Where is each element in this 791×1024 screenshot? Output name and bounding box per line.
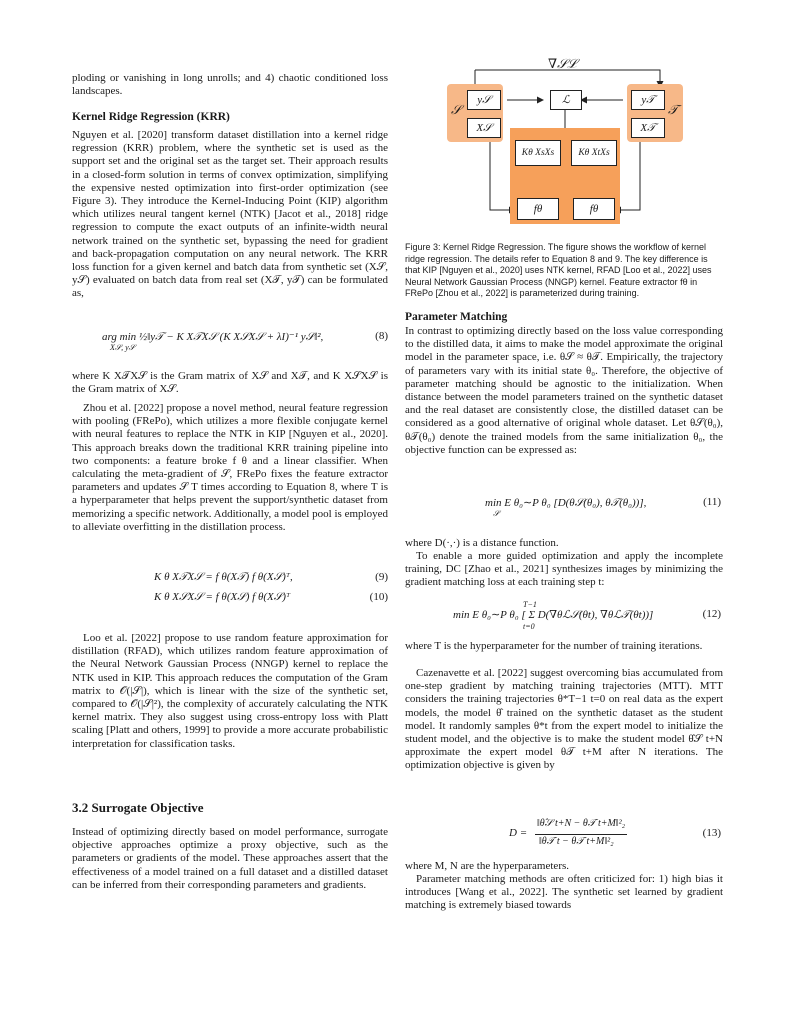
distance-function-line: where D(·,·) is a distance function. — [405, 537, 559, 549]
surrogate-heading: 3.2 Surrogate Objective — [72, 800, 204, 815]
equation-13-denominator: ‖θ𝒯 t − θ𝒯 t+M‖²₂ — [539, 836, 614, 847]
xt-box: X𝒯 — [631, 118, 665, 138]
equation-13-lhs: D = — [509, 827, 528, 839]
equation-12-body: min E θ₀∼P θ₀ [ Σ D(∇θℒ𝒮(θt), ∇θℒ𝒯(θt))] — [453, 609, 654, 621]
feature-extractor-2: fθ — [573, 198, 615, 220]
equation-13-number: (13) — [702, 827, 721, 839]
equation-13 — [405, 818, 721, 854]
equation-9 — [72, 571, 388, 589]
feature-extractor-1: fθ — [517, 198, 559, 220]
equation-13-fraction-bar — [535, 834, 627, 835]
equation-13-numerator: ‖θ̂𝒮 t+N − θ𝒯 t+M‖²₂ — [537, 818, 626, 829]
yt-box: y𝒯 — [631, 90, 665, 110]
surrogate-paragraph: Instead of optimizing directly based on model performance, surrogate objective approaches optimize a proxy objective, such as the parameters or gradients of the model. These approaches assert that the effectiveness of a model trained on a full dataset and a distilled dataset can be inferred from their corresponding parameters and gradients. — [72, 826, 388, 891]
equation-8-number: (8) — [375, 330, 388, 342]
criticism-paragraph: Parameter matching methods are often criticized for: 1) high bias it introduces [Wang et al., 2022]. The synthetic set learned by gradient matching is extremely biased towards — [405, 873, 723, 912]
equation-11-number: (11) — [703, 496, 721, 508]
kernel-ts-box: Kθ XtXs — [571, 140, 617, 166]
intro-paragraph: ploding or vanishing in long unrolls; and 4) chaotic conditioned loss landscapes. — [72, 72, 388, 98]
equation-12-sub: t=0 — [523, 622, 535, 631]
equation-10 — [72, 591, 388, 609]
figure-3-caption: Figure 3: Kernel Ridge Regression. The figure shows the workflow of kernel ridge regression. The details refer to Equation 8 and 9. The key difference is that KIP [Nguyen et al., 2020] uses NTK kernel, RFAD [Loo et al., 2022] uses Neural Network Gaussian Process (NNGP) kernel. Feature extractor fθ in FRePo [Zhou et al., 2022] is parameterized during training. — [405, 242, 712, 299]
equation-8-body: arg min ½‖y𝒯 − K X𝒯X𝒮 (K X𝒮X𝒮 + λI)⁻¹ y𝒮‖², — [102, 331, 324, 343]
gram-where-paragraph: where K X𝒯X𝒮 is the Gram matrix of X𝒮 and X𝒯, and K X𝒮X𝒮 is the Gram matrix of X𝒮. — [72, 370, 388, 396]
equation-12 — [405, 600, 721, 636]
real-set-label: 𝒯 — [668, 102, 678, 117]
equation-11-body: min E θ₀∼P θ₀ [D(θ𝒮(θ₀), θ𝒯(θ₀))], — [485, 497, 647, 509]
loss-box: ℒ — [550, 90, 582, 110]
equation-9-body: K θ X𝒯X𝒮 = f θ(X𝒯) f θ(X𝒮)ᵀ, — [154, 571, 293, 583]
equation-8-subscript: X𝒮, y𝒮 — [110, 343, 135, 352]
equation-10-body: K θ X𝒮X𝒮 = f θ(X𝒮) f θ(X𝒮)ᵀ — [154, 591, 291, 603]
krr-paragraph: Nguyen et al. [2020] transform dataset distillation into a kernel ridge regression (KRR) problem, where the synthetic set is used as the support set and the original set as the target set. Their approach results in a closed-form solution in terms of convex optimization, simplifying the expensive nested optimization into first-order optimization (see Figure 3). They introduce the Kernel-Inducing Point (KIP) algorithm which utilizes neural tangent kernel (NTK) [Jacot et al., 2018] ridge regression to compute the exact outputs of an infinite-width neural network trained on the synthetic set, bypassing the need for gradient and back-propagation computation on any neural network. The KRR loss function for a given kernel and batch data from synthetic set (X𝒮, y𝒮) evaluated on batch data from real set (X𝒯, y𝒯) can be formulated as, — [72, 129, 388, 300]
equation-9-number: (9) — [375, 571, 388, 583]
ys-box: y𝒮 — [467, 90, 501, 110]
equation-11 — [405, 496, 721, 518]
iterations-paragraph: where T is the hyperparameter for the number of training iterations. — [405, 640, 703, 652]
parameter-matching-heading: Parameter Matching — [405, 311, 508, 323]
figure-3-diagram — [445, 56, 690, 227]
equation-12-sup: T−1 — [523, 600, 537, 609]
equation-12-number: (12) — [702, 608, 721, 620]
cazenavette-paragraph: Cazenavette et al. [2022] suggest overcoming bias accumulated from one-step gradient by matching training trajectories (MTT). MTT considers the training trajectories θ*T−1 t=0 on real data as the expert models, the model θ̂ trained on the synthetic dataset as the student model. It randomly samples θ*t from the expert model to initialize the student model, and the objective is to make the student model θ̂𝒮 t+N approximate the expert model θ𝒯 t+M after N iterations. The optimization objective is given by — [405, 667, 723, 772]
xs-box: X𝒮 — [467, 118, 501, 138]
gradient-label: ∇𝒮ℒ — [548, 56, 577, 71]
mn-hyperparameters-line: where M, N are the hyperparameters. — [405, 860, 570, 872]
loo-paragraph: Loo et al. [2022] propose to use random feature approximation for distillation (RFAD), which utilizes random feature approximation of the Neural Network Gaussian Process (NNGP) kernel to replace the NTK used in KIP. This approach reduces the computation of the Gram matrix to 𝒪(|𝒮|), which is linear with the size of the synthetic set, compared to 𝒪(|𝒮|²), the complexity of accurately calculating the NTK kernel matrix. They also suggest using cross-entropy loss with Platt scaling [Platt and others, 1999] to provide a more accurate probabilistic interpretation for classification tasks. — [72, 632, 388, 750]
equation-11-subscript: 𝒮 — [493, 509, 500, 518]
synthetic-set-label: 𝒮 — [451, 102, 462, 117]
parameter-matching-paragraph: In contrast to optimizing directly based on the loss value corresponding to the distilled data, it aims to make the model approximate the original model in the parameter space, i.e. θ𝒮 ≈ θ𝒯. Empirically, the trajectory of parameters vary with its initial state θ₀. Therefore, the objective of parameter matching should be agnostic to the initialization. When distance between the model parameters trained on the synthetic dataset and the real dataset are consistently close, the distilled dataset can be considered as a good alternative of original whole dataset. Let θ𝒮(θ₀), θ𝒯(θ₀) denote the trained models from the same initialization θ₀, the objective function can be expressed as: — [405, 325, 723, 456]
equation-8 — [72, 330, 388, 352]
equation-10-number: (10) — [369, 591, 388, 603]
zhou-paragraph: Zhou et al. [2022] propose a novel method, neural feature regression with pooling (FRePo), which utilizes a more flexible conjugate kernel with neural features to replace the NTK in KIP [Nguyen et al., 2020]. This approach breaks down the traditional KRR training pipeline into two components: a feature broke f θ and a linear classifier. When calculating the meta-gradient of 𝒮, FRePo fixes the feature extractor parameters and updates 𝒮 T times according to Equation 8, where T is a hyperparameter that helps prevent the support/synthetic dataset from memorizing a specific network. Additionally, a model pool is employed to alleviate overfitting in the distillation process. — [72, 402, 388, 533]
krr-heading: Kernel Ridge Regression (KRR) — [72, 111, 230, 123]
dc-paragraph: To enable a more guided optimization and apply the incomplete training, DC [Zhao et al., 2021] synthesizes images by minimizing the gradient matching loss at each training step t: — [405, 550, 723, 589]
kernel-ss-box: Kθ XsXs — [515, 140, 561, 166]
